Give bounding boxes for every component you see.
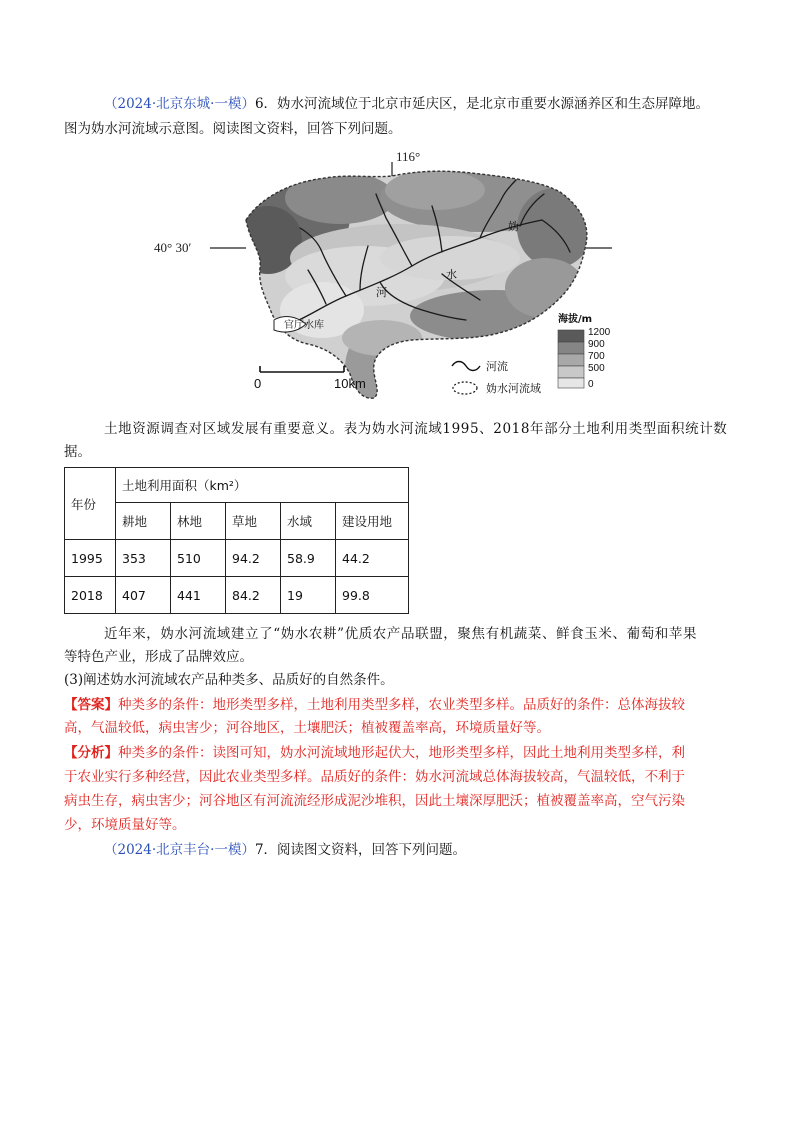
elevation-level-0: 0 <box>588 379 594 390</box>
table-cell: 99.8 <box>336 577 409 614</box>
land-use-table <box>64 467 409 614</box>
table-cell: 19 <box>281 577 336 614</box>
elevation-level-900: 900 <box>588 339 605 350</box>
river-char-3: 河 <box>376 286 387 299</box>
analysis-text-1: 种类多的条件：读图可知，妫水河流域地形起伏大，地形类型多样，因此土地利用类型多样，利 <box>118 745 685 761</box>
river-char-1: 妫 <box>508 220 519 233</box>
basin-legend-icon <box>453 382 477 394</box>
table-cell: 84.2 <box>226 577 281 614</box>
answer-tag: 【答案】 <box>64 697 118 713</box>
question-7-text: 7．阅读图文资料，回答下列问题。 <box>254 842 467 858</box>
latitude-label: 40° 30′ <box>154 240 192 255</box>
river-legend-label: 河流 <box>486 360 508 373</box>
question-6-line1: 6．妫水河流域位于北京市延庆区，是北京市重要水源涵养区和生态屏障地。 <box>254 96 710 112</box>
river-char-2: 水 <box>446 268 457 281</box>
question-7-source: （2024·北京丰台·一模） <box>104 842 255 858</box>
basin-map <box>150 148 640 400</box>
analysis-line2: 于农业实行多种经营，因此农业类型多样。品质好的条件：妫水河流域总体海拔较高，气温较低，不利于 <box>64 769 685 785</box>
table-row <box>65 540 409 577</box>
year-header: 年份 <box>65 468 116 540</box>
column-header: 草地 <box>226 503 281 540</box>
material2-line1: 近年来，妫水河流域建立了“妫水农耕”优质农产品联盟，聚焦有机蔬菜、鲜食玉米、葡萄和苹果 <box>104 626 698 642</box>
column-header: 建设用地 <box>336 503 409 540</box>
column-header: 耕地 <box>116 503 171 540</box>
scale-end-label: 10km <box>334 376 366 391</box>
table-row <box>65 577 409 614</box>
question-7 <box>104 840 466 860</box>
passage-line2: 据。 <box>64 444 91 460</box>
analysis-line4: 少，环境质量好等。 <box>64 817 186 833</box>
analysis-tag: 【分析】 <box>64 745 118 761</box>
analysis-line1 <box>64 743 685 763</box>
scale-zero-label: 0 <box>254 376 262 391</box>
question-6-source: （2024·北京东城·一模） <box>104 96 255 112</box>
analysis-line3: 病虫生存，病虫害少；河谷地区有河流流经形成泥沙堆积，因此土壤深厚肥沃；植被覆盖率高，空气污染 <box>64 793 685 809</box>
elevation-level-1200: 1200 <box>588 327 611 338</box>
question-3: (3)阐述妫水河流域农产品种类多、品质好的自然条件。 <box>64 672 394 688</box>
table-cell: 441 <box>171 577 226 614</box>
table-cell: 407 <box>116 577 171 614</box>
column-header: 林地 <box>171 503 226 540</box>
elevation-shading <box>210 164 610 400</box>
question-6-line2: 图为妫水河流域示意图。阅读图文资料，回答下列问题。 <box>64 121 402 137</box>
table-header-row <box>65 468 409 503</box>
elevation-legend-title: 海拔/m <box>558 314 593 325</box>
longitude-label: 116° <box>396 149 421 164</box>
elevation-legend <box>558 312 611 390</box>
row-year: 1995 <box>65 540 116 577</box>
row-year: 2018 <box>65 577 116 614</box>
elevation-level-700: 700 <box>588 351 605 362</box>
legend-symbols <box>452 359 541 395</box>
basin-legend-label: 妫水河流域 <box>486 382 541 395</box>
table-cell: 58.9 <box>281 540 336 577</box>
elevation-level-500: 500 <box>588 363 605 374</box>
river-legend-icon <box>452 362 480 371</box>
table-subheader-row <box>65 503 409 540</box>
answer-line2: 高，气温较低，病虫害少；河谷地区，土壤肥沃；植被覆盖率高，环境质量好等。 <box>64 720 550 736</box>
column-header: 水域 <box>281 503 336 540</box>
table-cell: 94.2 <box>226 540 281 577</box>
passage-line1: 土地资源调查对区域发展有重要意义。表为妫水河流域1995、2018年部分土地利用类型面积统计数 <box>104 421 728 437</box>
answer-text-1: 种类多的条件：地形类型多样，土地利用类型多样，农业类型多样。品质好的条件：总体海拔较 <box>118 697 685 713</box>
material2-line2: 等特色产业，形成了品牌效应。 <box>64 649 253 665</box>
question-6-intro <box>104 94 709 114</box>
reservoir-label: 官厅水库 <box>284 320 324 331</box>
table-cell: 353 <box>116 540 171 577</box>
answer-line1 <box>64 695 685 715</box>
table-cell: 510 <box>171 540 226 577</box>
table-cell: 44.2 <box>336 540 409 577</box>
group-header: 土地利用面积（km²） <box>116 468 409 503</box>
